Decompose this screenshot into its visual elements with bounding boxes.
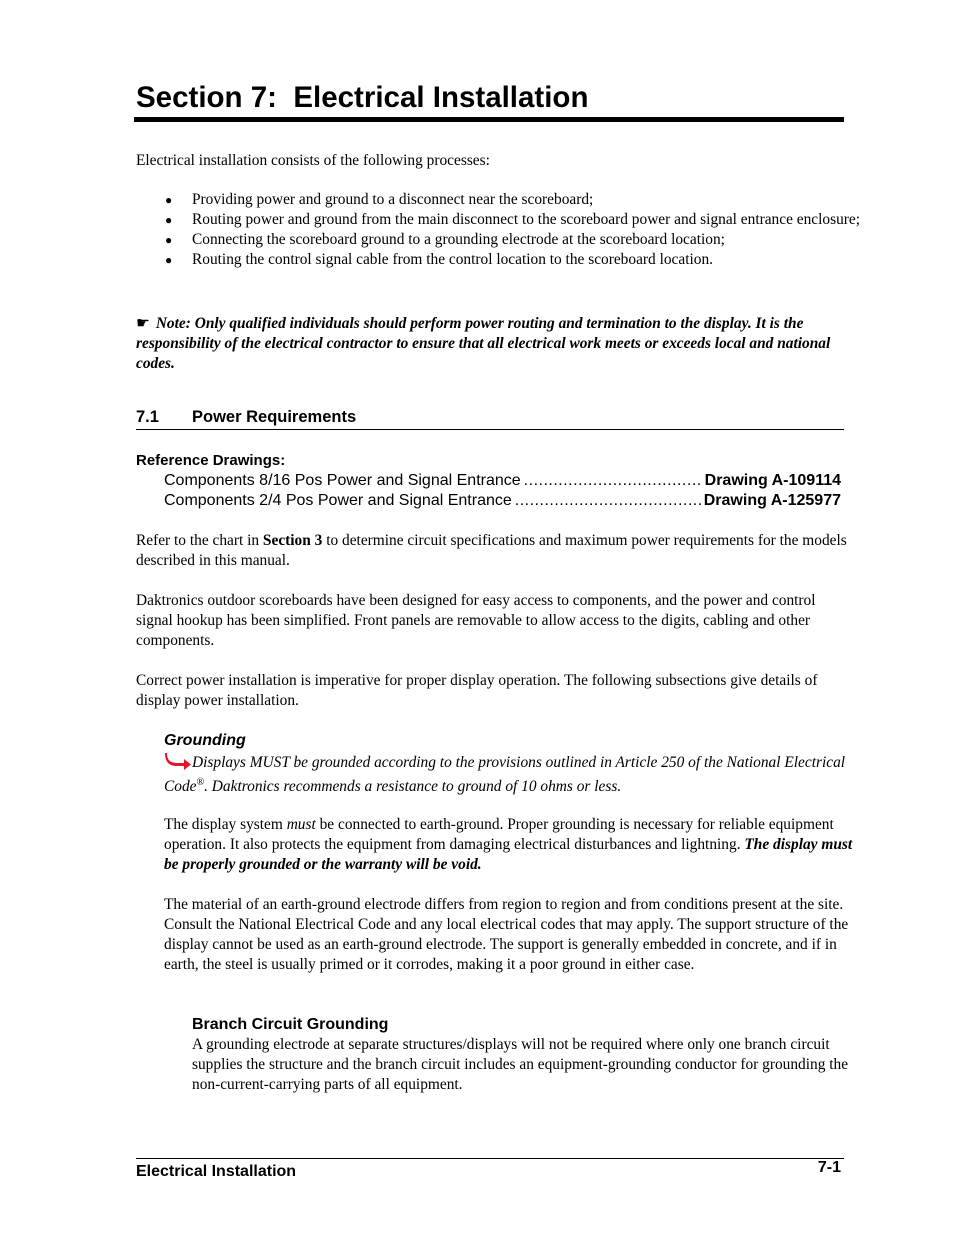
daktronics-paragraph: Daktronics outdoor scoreboards have been designed for easy access to components, and the power and control signal hookup has been simplified. Front panels are removable to allow access to the digits, cabling and other components. [136, 592, 816, 649]
list-item [136, 210, 860, 230]
footer-rule [136, 1158, 844, 1159]
intro-text: Electrical installation consists of the following processes: [136, 152, 490, 169]
bullet-icon: ● [165, 193, 173, 207]
grounding-warning [164, 751, 854, 797]
process-list [136, 190, 860, 270]
reference-row [164, 471, 841, 491]
red-arrow-icon [164, 751, 192, 771]
dot-leader [515, 491, 701, 511]
page-number: 7-1 [817, 1159, 841, 1176]
reference-row [164, 491, 841, 511]
list-item [136, 190, 860, 210]
bullet-icon: ● [165, 213, 173, 227]
qualified-note [136, 314, 860, 374]
text-run: Refer to the chart in [136, 532, 263, 549]
reference-heading: Reference Drawings: [136, 452, 286, 469]
bullet-icon: ● [165, 253, 173, 267]
text-run: be connected to earth-ground. Proper grounding is necessary for reliable equipment operation. It also protects the equipment from damaging electrical disturbances and lightning. [164, 816, 834, 853]
text-run: must [286, 816, 316, 833]
title-rule [134, 117, 844, 122]
section-link-text: Section 3 [262, 532, 323, 549]
section-rule [136, 429, 844, 430]
text-run: . Daktronics recommends a resistance to ground of 10 ohms or less. [204, 778, 622, 796]
branch-heading: Branch Circuit Grounding [192, 1016, 389, 1033]
list-item-text: Routing the control signal cable from the control location to the scoreboard location. [192, 251, 713, 268]
list-item [136, 230, 860, 250]
text-run: Displays MUST be grounded according to the provisions outlined in Article 250 of the National Electrical Code [164, 754, 846, 796]
warranty-warning: The display must be properly grounded or the warranty will be void. [164, 836, 853, 873]
electrode-paragraph: The material of an earth-ground electrode differs from region to region and from conditions present at the site. Consult the National Electrical Code and any local electrical codes that may apply. The support structure of the display cannot be used as an earth-ground electrode. The support is generally embedded in concrete, and if in earth, the steel is usually primed or it corrodes, making it a poor ground in either case. [164, 896, 849, 973]
dot-leader [524, 471, 702, 491]
bullet-icon: ● [165, 233, 173, 247]
pointing-hand-icon: ☛ [136, 315, 150, 332]
reference-label: Components 8/16 Pos Power and Signal Entrance [164, 472, 521, 489]
refer-paragraph [136, 531, 856, 571]
footer-title: Electrical Installation [136, 1163, 297, 1180]
correct-power-paragraph: Correct power installation is imperative for proper display operation. The following subsections give details of display power installation. [136, 672, 818, 709]
section-number: 7.1 [136, 408, 159, 426]
reference-label: Components 2/4 Pos Power and Signal Entrance [164, 492, 512, 509]
list-item-text: Providing power and ground to a disconnect near the scoreboard; [192, 191, 594, 208]
page-title: Section 7: Electrical Installation [136, 81, 589, 114]
reference-drawing: Drawing A-125977 [703, 492, 841, 509]
grounding-paragraph [164, 815, 854, 875]
text-run: The display system [164, 816, 287, 833]
list-item [136, 250, 860, 270]
list-item-text: Routing power and ground from the main disconnect to the scoreboard power and signal entrance enclosure; [192, 211, 861, 228]
text-run: to determine circuit specifications and maximum power requirements for the models described in this manual. [136, 532, 847, 569]
section-title: Power Requirements [192, 408, 357, 426]
note-text: Note: Only qualified individuals should perform power routing and termination to the display. It is the responsibility of the electrical contractor to ensure that all electrical work meets or exceeds local and national codes. [136, 315, 831, 372]
grounding-heading: Grounding [164, 732, 246, 749]
list-item-text: Connecting the scoreboard ground to a grounding electrode at the scoreboard location; [192, 231, 725, 248]
branch-paragraph: A grounding electrode at separate structures/displays will not be required where only one branch circuit supplies the structure and the branch circuit includes an equipment-grounding conductor for grounding the non-current-carrying parts of all equipment. [192, 1036, 849, 1093]
registered-mark: ® [196, 777, 205, 788]
reference-drawing: Drawing A-109114 [704, 472, 841, 489]
